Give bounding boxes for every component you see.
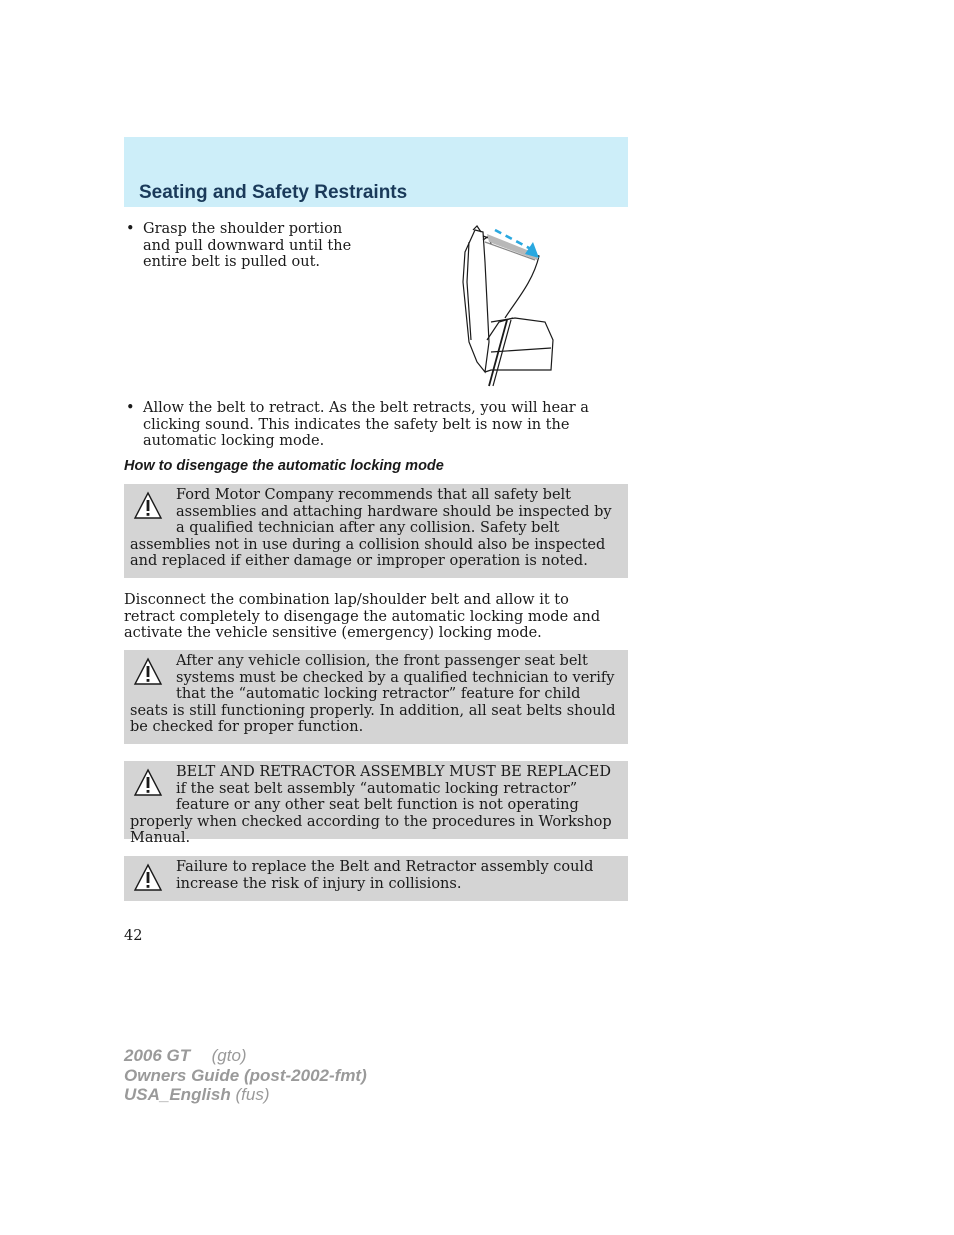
warning-box-2 xyxy=(124,650,628,744)
footer-language-code: (fus) xyxy=(235,1085,270,1104)
warning-text: BELT AND RETRACTOR ASSEMBLY MUST BE REPLACED if the seat belt assembly “automatic locking retractor” feature or any other seat belt function is not operating properly when checked according to the procedures in Workshop Manual. xyxy=(130,764,612,846)
warning-text: Ford Motor Company recommends that all safety belt assemblies and attaching hardware should be inspected by a qualified technician after any collision. Safety belt assemblies not in use during a collision should also be inspected and replaced if either damage or improper operation is noted. xyxy=(130,487,612,569)
section-header-band xyxy=(124,137,628,207)
warning-triangle-icon xyxy=(133,863,163,893)
footer-line-2 xyxy=(124,1066,367,1086)
bullet-item-2 xyxy=(126,400,626,450)
warning-triangle-icon xyxy=(133,491,163,521)
footer-line-3 xyxy=(124,1085,367,1105)
subheading: How to disengage the automatic locking mode xyxy=(124,458,444,474)
warning-text: After any vehicle collision, the front passenger seat belt systems must be checked by a qualified technician to verify that the “automatic locking retractor” feature for child seats is still functioning properly. In addition, all seat belts should be checked for proper function. xyxy=(130,653,616,735)
warning-box-1 xyxy=(124,484,628,578)
bullet-text: Allow the belt to retract. As the belt retracts, you will hear a clicking sound. This indicates the safety belt is now in the automatic locking mode. xyxy=(143,400,589,449)
footer-guide: Owners Guide (post-2002-fmt) xyxy=(124,1065,367,1085)
footer-model: 2006 GT xyxy=(124,1046,191,1065)
section-title: Seating and Safety Restraints xyxy=(139,182,408,203)
bullet-text: Grasp the shoulder portion and pull downward until the entire belt is pulled out. xyxy=(143,221,352,270)
warning-triangle-icon xyxy=(133,768,163,798)
bullet-item-1 xyxy=(126,221,366,271)
body-paragraph: Disconnect the combination lap/shoulder belt and allow it to retract completely to disengage the automatic locking mode and activate the vehicle sensitive (emergency) locking mode. xyxy=(124,592,601,641)
seat-belt-pull-illustration xyxy=(455,222,565,390)
warning-box-3 xyxy=(124,761,628,846)
bullet-symbol: • xyxy=(126,221,135,237)
warning-text: Failure to replace the Belt and Retractor assembly could increase the risk of injury in collisions. xyxy=(176,859,594,892)
bullet-symbol: • xyxy=(126,400,135,416)
document-footer xyxy=(124,1046,367,1105)
page-number: 42 xyxy=(124,928,143,944)
footer-language: USA_English xyxy=(124,1085,231,1104)
warning-triangle-icon xyxy=(133,657,163,687)
warning-box-4 xyxy=(124,856,628,901)
footer-line-1 xyxy=(124,1046,367,1066)
footer-model-code: (gto) xyxy=(211,1046,247,1065)
